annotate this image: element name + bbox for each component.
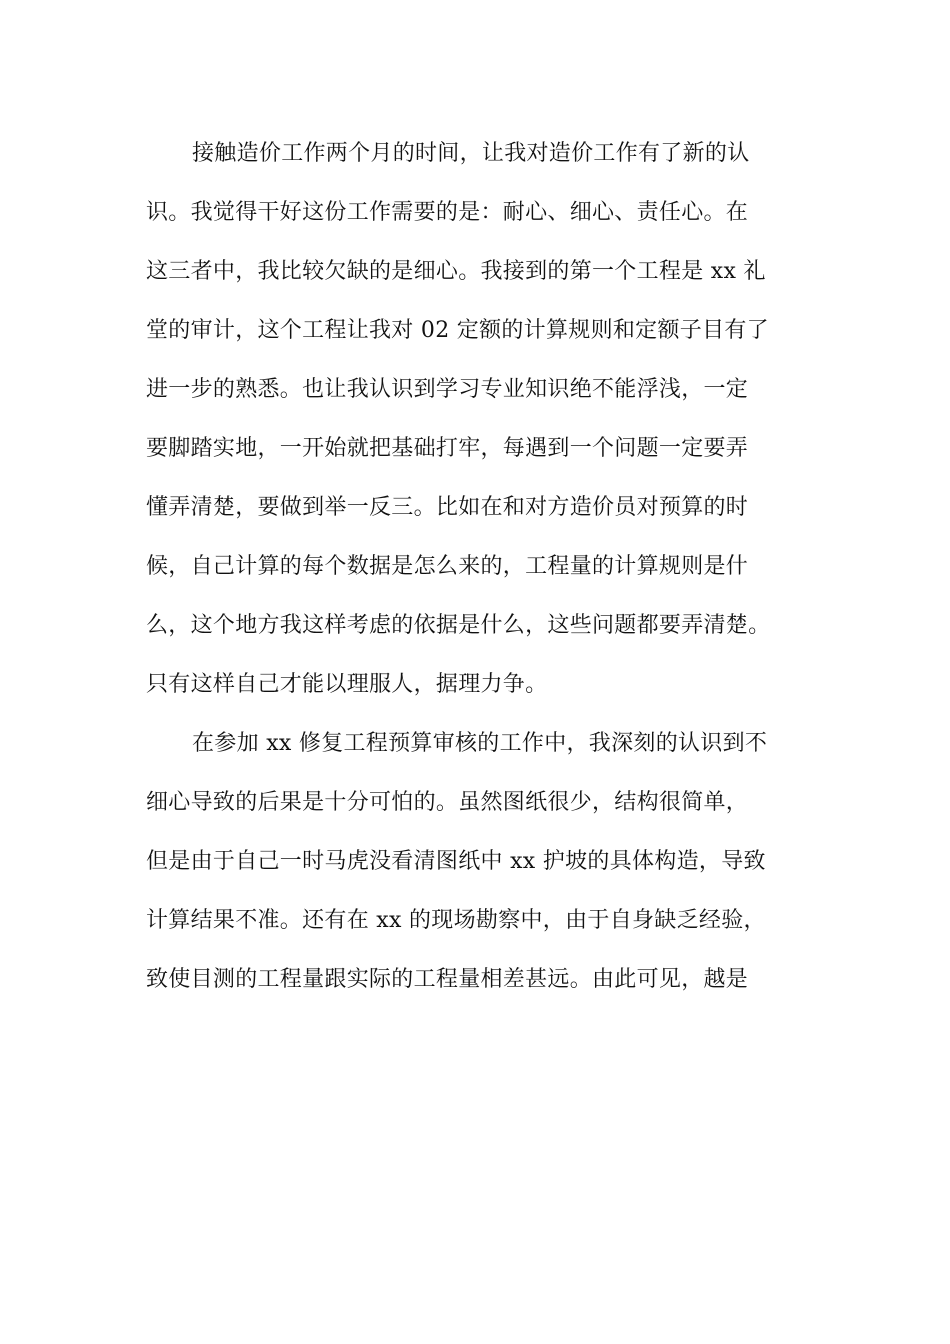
text-line: 致使目测的工程量跟实际的工程量相差甚远。由此可见，越是 — [146, 967, 749, 992]
text-line: 在参加 xx 修复工程预算审核的工作中，我深刻的认识到不 — [192, 731, 768, 756]
text-line: 懂弄清楚，要做到举一反三。比如在和对方造价员对预算的时 — [146, 495, 749, 520]
text-line: 计算结果不准。还有在 xx 的现场勘察中，由于自身缺乏经验， — [146, 908, 766, 933]
text-line: 要脚踏实地，一开始就把基础打牢，每遇到一个问题一定要弄 — [146, 436, 749, 461]
text-line: 么，这个地方我这样考虑的依据是什么，这些问题都要弄清楚。 — [146, 613, 771, 638]
text-line: 进一步的熟悉。也让我认识到学习专业知识绝不能浮浅，一定 — [146, 377, 749, 402]
text-line: 细心导致的后果是十分可怕的。虽然图纸很少，结构很简单， — [146, 790, 749, 815]
text-line: 但是由于自己一时马虎没看清图纸中 xx 护坡的具体构造，导致 — [146, 849, 766, 874]
text-line: 堂的审计，这个工程让我对 02 定额的计算规则和定额子目有了 — [146, 318, 769, 343]
paragraph-1 — [146, 124, 806, 714]
text-line: 识。我觉得干好这份工作需要的是：耐心、细心、责任心。在 — [146, 200, 749, 225]
text-line: 候，自己计算的每个数据是怎么来的，工程量的计算规则是什 — [146, 554, 749, 579]
text-line: 接触造价工作两个月的时间，让我对造价工作有了新的认 — [192, 141, 750, 166]
text-line: 只有这样自己才能以理服人，据理力争。 — [146, 672, 548, 697]
document-body — [146, 124, 806, 1009]
text-line: 这三者中，我比较欠缺的是细心。我接到的第一个工程是 xx 礼 — [146, 259, 766, 284]
paragraph-2 — [146, 714, 806, 1009]
